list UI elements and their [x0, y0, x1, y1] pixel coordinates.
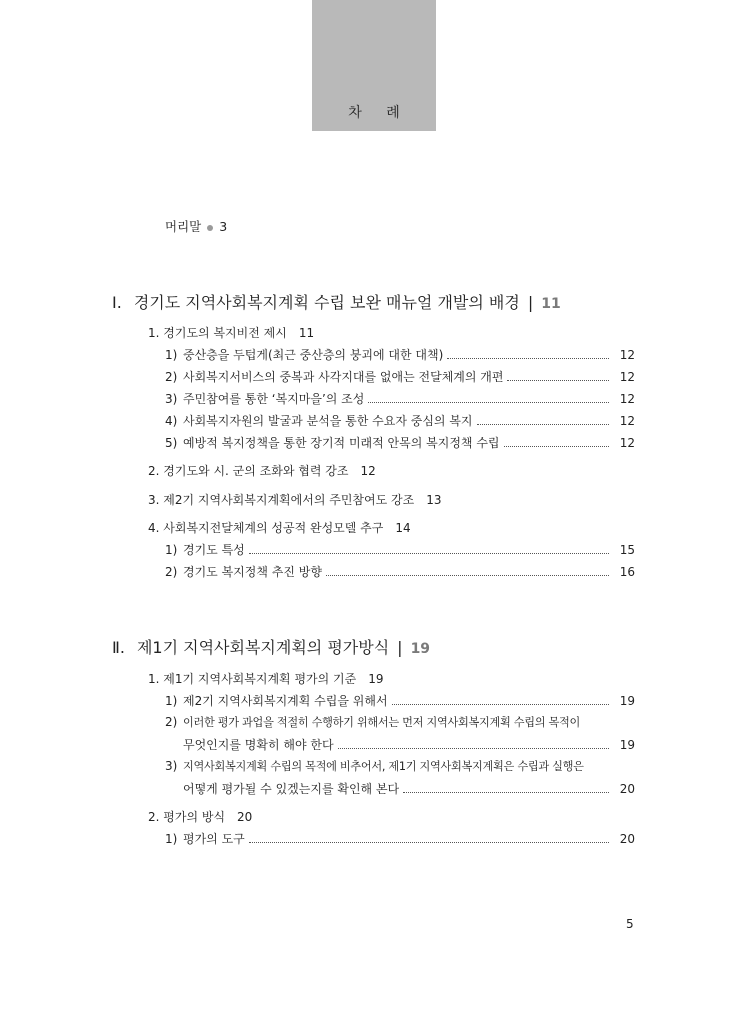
item-text-continued: 어떻게 평가될 수 있겠는지를 확인해 본다 [183, 782, 400, 796]
item-text: 평가의 도구 [183, 832, 245, 846]
chapter-separator: | [397, 638, 403, 657]
item-text: 예방적 복지정책을 통한 장기적 미래적 안목의 복지정책 수립 [183, 436, 500, 450]
item-page: 12 [619, 436, 635, 450]
chapter-page: 11 [541, 296, 561, 312]
toc-item[interactable] [165, 346, 635, 363]
item-number: 1) [165, 348, 178, 362]
dot-leader [368, 401, 609, 403]
dot-leader [403, 791, 609, 793]
item-text: 사회복지서비스의 중복과 사각지대를 없애는 전달체계의 개편 [183, 370, 504, 384]
toc-item[interactable] [165, 412, 635, 429]
chapter-separator: | [527, 293, 534, 312]
item-page: 12 [619, 370, 635, 384]
section-label: 2. 평가의 방식 [148, 810, 226, 824]
dot-leader [504, 445, 609, 447]
item-number: 2) [165, 370, 178, 384]
toc-item-continuation[interactable] [183, 736, 635, 753]
toc-item[interactable] [165, 830, 635, 847]
section-label: 4. 사회복지전달체계의 성공적 완성모델 추구 [148, 521, 384, 535]
item-number: 3) [165, 759, 178, 773]
section-label: 2. 경기도와 시. 군의 조화와 협력 강조 [148, 464, 349, 478]
item-text: 경기도 특성 [183, 543, 245, 557]
item-page: 12 [619, 348, 635, 362]
toc-heading: 차 례 [348, 105, 410, 121]
chapter-title: 경기도 지역사회복지계획 수립 보완 매뉴얼 개발의 배경 [133, 293, 520, 312]
item-page: 12 [619, 392, 635, 406]
toc-item[interactable] [165, 758, 635, 774]
item-page: 12 [619, 414, 635, 428]
section-label: 1. 경기도의 복지비전 제시 [148, 326, 287, 340]
item-number: 2) [165, 565, 178, 579]
section-1-4[interactable] [148, 519, 411, 536]
dot-leader [249, 552, 609, 554]
preface-entry[interactable] [165, 217, 227, 235]
item-number: 1) [165, 543, 178, 557]
toc-item[interactable] [165, 563, 635, 580]
toc-item[interactable] [165, 368, 635, 385]
item-page: 16 [619, 565, 635, 579]
toc-item[interactable] [165, 714, 635, 730]
item-text: 경기도 복지정책 추진 방향 [183, 565, 322, 579]
chapter-2-heading[interactable] [112, 635, 430, 658]
dot-leader [477, 423, 609, 425]
item-number: 1) [165, 832, 178, 846]
dot-leader [326, 574, 609, 576]
toc-item[interactable] [165, 692, 635, 709]
chapter-title: 제1기 지역사회복지계획의 평가방식 [136, 638, 390, 657]
item-text-continued: 무엇인지를 명확히 해야 한다 [183, 738, 334, 752]
section-label: 1. 제1기 지역사회복지계획 평가의 기준 [148, 672, 357, 686]
item-page: 20 [619, 832, 635, 846]
header-tab [312, 0, 436, 131]
toc-item[interactable] [165, 434, 635, 451]
section-1-3[interactable] [148, 491, 441, 508]
item-text: 중산층을 두텁게(최근 중산층의 붕괴에 대한 대책) [183, 348, 444, 362]
preface-label: 머리말 [165, 219, 202, 234]
section-1-2[interactable] [148, 462, 376, 479]
dot-leader [249, 841, 609, 843]
section-2-1[interactable] [148, 670, 384, 687]
item-text: 제2기 지역사회복지계획 수립을 위해서 [183, 694, 388, 708]
item-text: 사회복지자원의 발굴과 분석을 통한 수요자 중심의 복지 [183, 414, 473, 428]
chapter-page: 19 [410, 641, 431, 657]
dot-leader [338, 747, 609, 749]
item-page: 20 [619, 782, 635, 796]
section-page: 11 [298, 326, 315, 340]
section-1-1[interactable] [148, 324, 314, 341]
item-text: 이러한 평가 과업을 적절히 수행하기 위해서는 먼저 지역사회복지계획 수립의 목적이 [183, 716, 581, 729]
toc-item[interactable] [165, 541, 635, 558]
item-page: 15 [619, 543, 635, 557]
item-number: 1) [165, 694, 178, 708]
section-page: 20 [237, 810, 253, 824]
section-label: 3. 제2기 지역사회복지계획에서의 주민참여도 강조 [148, 493, 415, 507]
item-page: 19 [619, 694, 635, 708]
section-page: 19 [368, 672, 384, 686]
item-text: 지역사회복지계획 수립의 목적에 비추어서, 제1기 지역사회복지계획은 수립과 실행은 [183, 760, 584, 773]
item-number: 2) [165, 715, 178, 729]
chapter-roman: Ⅰ. [112, 293, 122, 312]
page-number: 5 [626, 917, 634, 931]
dot-leader [447, 357, 609, 359]
section-page: 13 [426, 493, 442, 507]
preface-page: 3 [219, 219, 228, 234]
item-number: 5) [165, 436, 178, 450]
item-text: 주민참여를 통한 ‘복지마을’의 조성 [183, 392, 365, 406]
section-2-2[interactable] [148, 808, 252, 825]
section-page: 12 [360, 464, 376, 478]
item-number: 4) [165, 414, 178, 428]
chapter-1-heading[interactable] [112, 290, 561, 313]
item-page: 19 [619, 738, 635, 752]
item-number: 3) [165, 392, 178, 406]
toc-item[interactable] [165, 390, 635, 407]
dot-leader [507, 379, 609, 381]
section-page: 14 [395, 521, 411, 535]
toc-item-continuation[interactable] [183, 780, 635, 797]
bullet-dot-icon [207, 225, 213, 231]
dot-leader [392, 703, 609, 705]
chapter-roman: Ⅱ. [112, 638, 125, 657]
